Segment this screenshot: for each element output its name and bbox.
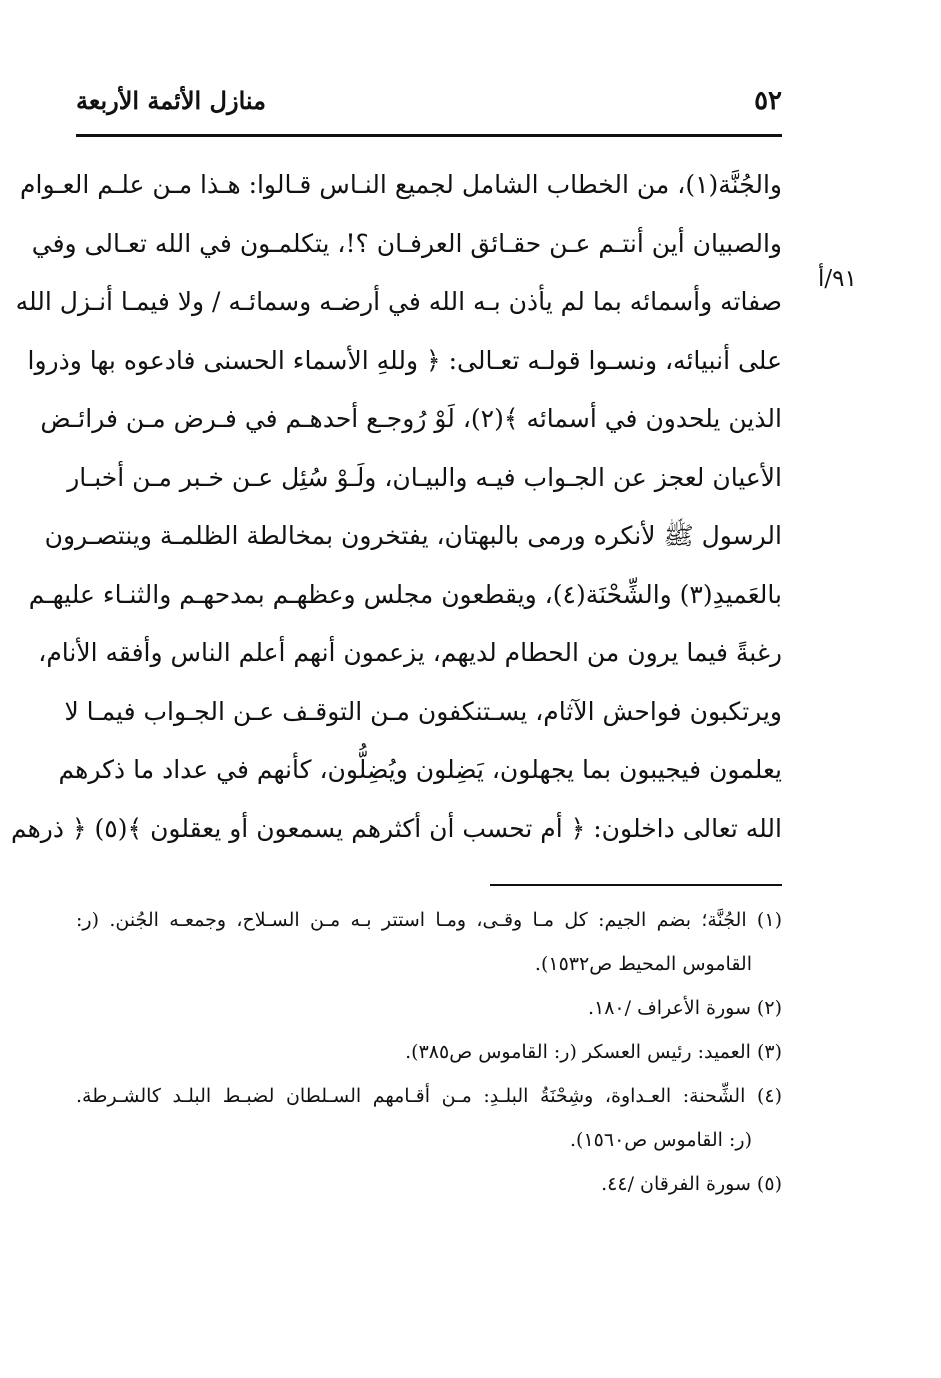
footnote-4: (٤) الشِّحنة: العـداوة، وشِحْنَةُ البلـدِ: مـن أقـامهم السـلطان لضبـط البلـد كالشـرطة. [76,1085,782,1107]
footnote-1: (١) الجُنَّة؛ بضم الجيم: كل مـا وقـى، ومـا استتر بـه مـن السـلاح، وجمعـه الجُنن. (ر: [76,909,782,931]
running-title: منازل الأئمة الأربعة [76,86,266,115]
footnote-3: (٣) العميد: رئيس العسكر (ر: القاموس ص٣٨٥). [405,1041,782,1063]
footnote-5: (٥) سورة الفرقان /٤٤. [601,1173,782,1195]
text-line: بالعَميدِ(٣) والشِّحْنَة(٤)، ويقطعون مجلس وعظهـم بمدحهـم والثنـاء عليهـم [28,579,782,609]
footnotes [76,898,782,1206]
main-text [10,156,782,858]
margin-folio-note: ٩١/أ [818,266,857,292]
text-line: الأعيان لعجز عن الجـواب فيـه والبيـان، ولَـوْ سُئِل عـن خـبر مـن أخبـار [67,462,782,492]
text-line: الله تعالى داخلون: ﴿ أم تحسب أن أكثرهم يسمعون أو يعقلون ﴾(٥) ﴿ ذرهم [10,813,782,843]
page-header [76,86,782,124]
text-line: يعلمون فيجيبون بما يجهلون، يَضِلون ويُضِلُّون، كأنهم في عداد ما ذكرهم [58,755,782,784]
footnote-1-continued: القاموس المحيط ص١٥٣٢). [534,953,752,975]
footnote-separator [490,884,782,886]
header-rule [76,134,782,137]
text-line: ويرتكبون فواحش الآثام، يسـتنكفون مـن التوقـف عـن الجـواب فيمـا لا [64,696,782,726]
text-line: على أنبيائه، ونسـوا قولـه تعـالى: ﴿ وللهِ الأسماء الحسنى فادعوه بها وذروا [27,345,782,375]
footnote-4-continued: (ر: القاموس ص١٥٦٠). [570,1129,752,1151]
text-line: الرسول ﷺ لأنكره ورمى بالبهتان، يفتخرون بمخالطة الظلمـة وينتصـرون [44,521,782,550]
text-line: صفاته وأسمائه بما لم يأذن بـه الله في أرضـه وسمائـه / ولا فيمـا أنـزل الله [15,287,782,316]
text-line: والصبيان أين أنتـم عـن حقـائق العرفـان ؟!، يتكلمـون في الله تعـالى وفي [31,228,782,258]
text-line: والجُنَّة(١)، من الخطاب الشامل لجميع النـاس قـالوا: هـذا مـن علـم العـوام [20,170,782,199]
text-line: رغبةً فيما يرون من الحطام لديهم، يزعمون أنهم أعلم الناس وأفقه الأنام، [38,638,782,667]
footnote-2: (٢) سورة الأعراف /١٨٠. [587,997,782,1019]
page-number: ٥٢ [754,86,782,116]
text-line: الذين يلحدون في أسمائه ﴾(٢)، لَوْ رُوجـع أحدهـم في فـرض مـن فرائـض [40,404,782,433]
